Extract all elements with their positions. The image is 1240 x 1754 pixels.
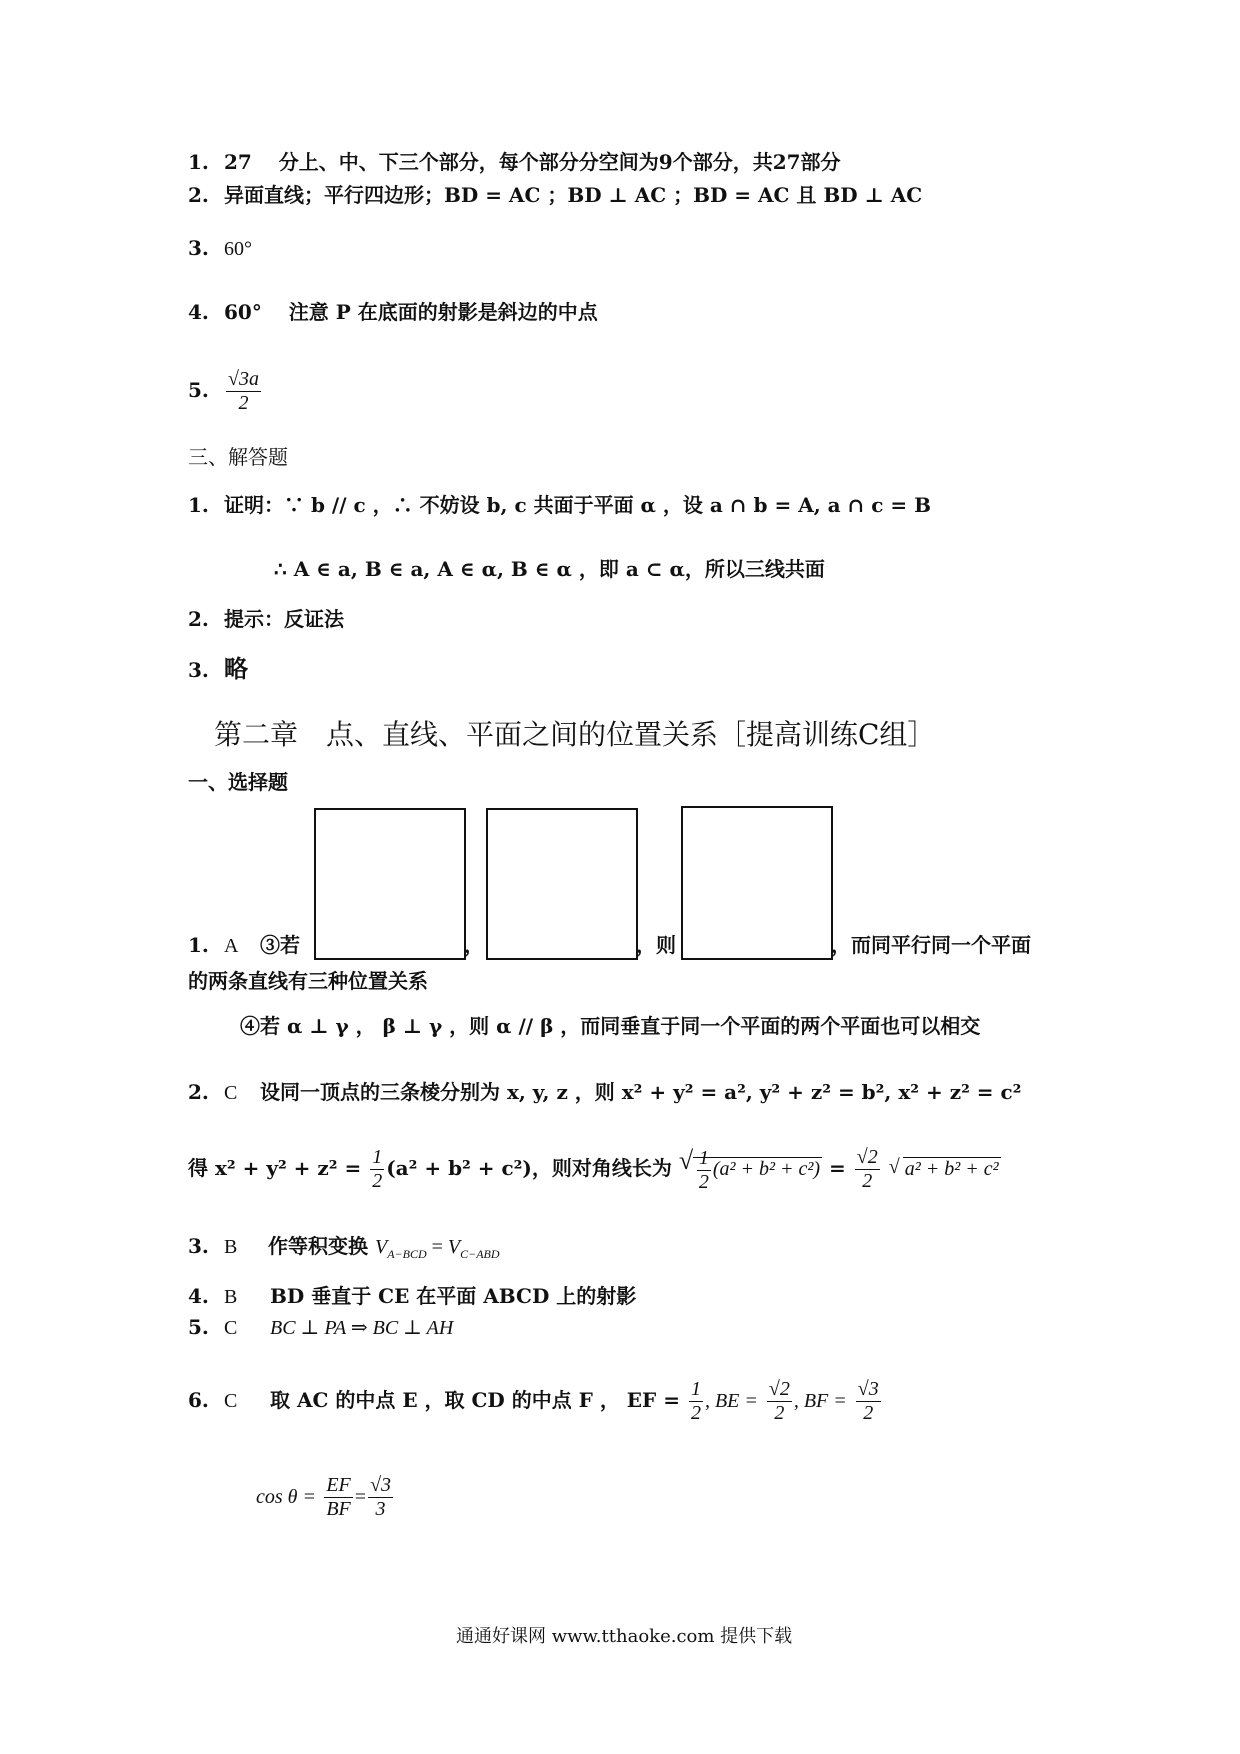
answer-1 <box>188 150 841 174</box>
q6-cos-line: cos θ = $\frac{EF}{BF}$ = $\frac{√3}{3}$ <box>256 1474 392 1520</box>
q3 <box>188 1234 500 1261</box>
fraction-root2-over-2 <box>855 1146 880 1193</box>
item-number: 1. <box>188 150 209 174</box>
q6-mid2: , BF = <box>793 1390 847 1412</box>
denominator: 2 <box>238 392 249 414</box>
solution-text: 略 <box>224 654 248 683</box>
answer-3 <box>188 236 252 261</box>
fraction <box>856 1378 881 1425</box>
solution-text: ∴ A ∈ a, B ∈ a, A ∈ α, B ∈ α ，即 a ⊂ α，所以三线共面 <box>274 557 825 581</box>
solution-text: 证明：∵ b // c ，∴ 不妨设 b, c 共面于平面 α ，设 a ∩ b = A, a ∩ c = B <box>224 493 932 517</box>
q6 <box>188 1378 883 1425</box>
item-number: 1. <box>188 933 209 957</box>
numerator: √3 <box>370 1474 392 1496</box>
item-number: 4. <box>188 300 209 324</box>
fraction <box>689 1378 703 1425</box>
fraction <box>767 1378 792 1425</box>
q1-line2: 的两条直线有三种位置关系 <box>188 969 428 993</box>
answer-text: 60° <box>224 238 252 260</box>
cos-prefix: cos θ = <box>256 1486 316 1508</box>
numerator: √ 1 <box>698 1146 709 1169</box>
choice-answer: A <box>224 935 239 957</box>
choice-answer: B <box>224 1236 238 1258</box>
numerator: √3 <box>857 1378 879 1400</box>
item-number: 3. <box>188 658 209 682</box>
fraction-half <box>370 1146 384 1193</box>
answer-text: 异面直线；平行四边形；BD = AC ；BD ⊥ AC ；BD = AC 且 BD ⊥ AC <box>224 183 923 207</box>
item-number: 4. <box>188 1284 209 1308</box>
q3-text: 作等积变换 <box>268 1234 375 1258</box>
item-number: 3. <box>188 1234 209 1258</box>
item-number: 2. <box>188 607 209 631</box>
q6-mid1: , BE = <box>704 1390 758 1412</box>
item-number: 5. <box>188 1315 209 1339</box>
footer: 通通好课网 www.tthaoke.com 提供下载 <box>456 1626 793 1647</box>
choice-answer: C <box>224 1082 238 1104</box>
placeholder-figure-2 <box>486 808 638 960</box>
denominator: BF <box>326 1498 351 1520</box>
sqrt-expression <box>679 1147 822 1194</box>
volume-symbol: V <box>374 1236 388 1258</box>
subscript: A−BCD <box>387 1247 427 1261</box>
q4-text: BD 垂直于 CE 在平面 ABCD 上的射影 <box>270 1284 637 1308</box>
numerator: 1 <box>372 1146 383 1168</box>
q1-sep1: ， <box>464 933 484 957</box>
item-number: 1. <box>188 493 209 517</box>
denominator: 3 <box>375 1498 386 1520</box>
solution-1-line2 <box>274 557 825 581</box>
q1-sep2: ，则 <box>636 933 676 957</box>
denominator: 2 <box>372 1170 383 1192</box>
numerator: √2 <box>856 1146 878 1168</box>
denominator: 2 <box>690 1402 701 1424</box>
item-number: 3. <box>188 236 209 260</box>
q2-prefix: 得 x² + y² + z² = <box>188 1156 362 1180</box>
denominator: 2 <box>698 1170 709 1193</box>
q2-line2 <box>188 1146 1001 1194</box>
answer-2 <box>188 183 922 207</box>
numerator: 1 <box>690 1378 701 1400</box>
item-number: 2. <box>188 183 209 207</box>
q2-line1 <box>188 1080 1021 1105</box>
denominator: 2 <box>774 1402 785 1424</box>
fraction <box>226 368 261 415</box>
section-heading-choice: 一、选择题 <box>188 770 288 794</box>
q5 <box>188 1315 453 1340</box>
solution-3 <box>188 655 248 684</box>
answer-text: 27 分上、中、下三个部分，每个部分分空间为9个部分，共27部分 <box>224 150 841 174</box>
choice-answer: B <box>224 1286 238 1308</box>
q5-text: BC ⊥ PA ⇒ BC ⊥ AH <box>270 1317 454 1339</box>
equals: = <box>829 1156 846 1180</box>
volume-symbol: V <box>447 1236 461 1258</box>
q2-text: 设同一顶点的三条棱分别为 x, y, z ，则 x² + y² = a², y² + z² = b², x² + z² = c² <box>260 1080 1022 1104</box>
fraction <box>324 1474 352 1521</box>
placeholder-figure-1 <box>314 808 466 960</box>
answer-text: 60° 注意 P 在底面的射影是斜边的中点 <box>224 300 598 324</box>
sqrt-tail <box>889 1157 1001 1181</box>
equals: = <box>426 1236 448 1258</box>
fraction-half <box>697 1147 711 1194</box>
numerator: √2 <box>768 1378 790 1400</box>
item-number: 6. <box>188 1388 209 1412</box>
solution-2 <box>188 607 344 631</box>
denominator: 2 <box>863 1402 874 1424</box>
numerator: EF <box>326 1474 351 1496</box>
numerator: √3a <box>228 368 259 390</box>
subscript: C−ABD <box>460 1247 500 1261</box>
fraction <box>368 1474 393 1521</box>
chapter-title: 第二章 点、直线、平面之间的位置关系［提高训练C组］ <box>214 718 936 751</box>
q1-prefix: ③若 <box>260 933 300 957</box>
solution-1 <box>188 493 931 517</box>
denominator: 2 <box>862 1170 873 1192</box>
answer-5 <box>188 368 263 415</box>
choice-answer: C <box>224 1390 238 1412</box>
answer-4 <box>188 300 598 324</box>
q2-mid: (a² + b² + c²)，则对角线长为 <box>386 1156 672 1180</box>
q6-text: 取 AC 的中点 E ，取 CD 的中点 F ， EF = <box>270 1388 680 1412</box>
placeholder-figure-3 <box>681 806 833 960</box>
item-number: 5. <box>188 378 209 402</box>
q4 <box>188 1284 636 1309</box>
solution-text: 提示：反证法 <box>224 607 344 631</box>
q1-suffix: ，而同平行同一个平面 <box>831 933 1031 957</box>
section-heading-solutions: 三、解答题 <box>188 445 288 469</box>
choice-answer: C <box>224 1317 238 1339</box>
q1-line3: ④若 α ⊥ γ ， β ⊥ γ ，则 α // β ，而同垂直于同一个平面的两个平面也可以相交 <box>240 1014 981 1038</box>
q1-line1 <box>188 933 300 958</box>
sqrt-inner: (a² + b² + c²) <box>712 1158 821 1180</box>
sqrt-inner: a² + b² + c² <box>904 1158 999 1180</box>
item-number: 2. <box>188 1080 209 1104</box>
